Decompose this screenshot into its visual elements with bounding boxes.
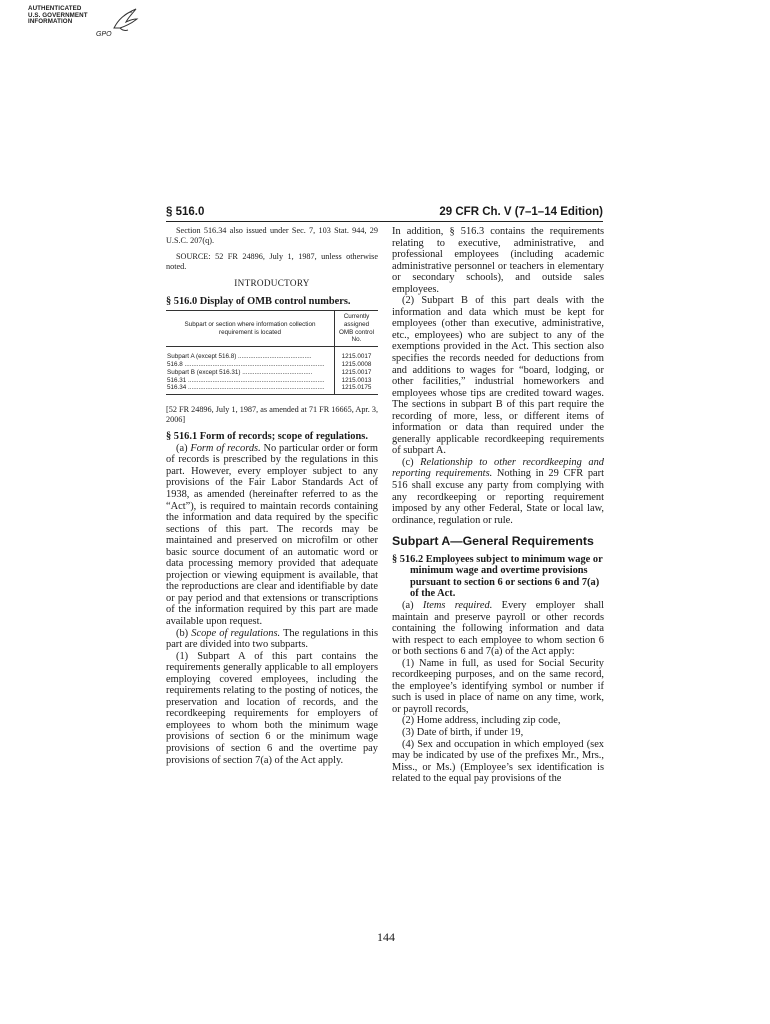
table-header-section: Subpart or section where information collection requirement is located	[166, 311, 335, 347]
table-cell-omb: 1215.0013	[341, 376, 372, 384]
table-row	[166, 361, 378, 369]
table-cell-section: Subpart B (except 516.31) ........................................	[166, 369, 335, 377]
paragraph-label: (b)	[176, 627, 192, 639]
table-cell-omb: 1215.0175	[335, 384, 379, 394]
paragraph-a-1: (1) Name in full, as used for Social Security recordkeeping purposes, and on the same record, the employee’s identifying symbol or number if such is used in place of name on any time, work, or payroll records,	[392, 657, 604, 715]
eagle-icon	[110, 6, 140, 34]
paragraph-b-scope	[166, 628, 378, 651]
right-column	[392, 226, 604, 785]
running-header	[166, 206, 603, 220]
paragraph-italic-title: Form of records.	[190, 442, 261, 454]
header-section: § 516.0	[166, 206, 205, 218]
logo-line-2: U.S. GOVERNMENT	[28, 11, 88, 19]
paragraph-italic-title: Items required.	[422, 599, 493, 611]
table-cell-section: 516.8 ................................................................................	[166, 361, 335, 369]
paragraph-a-items-required	[392, 600, 604, 658]
paragraph-a-3: (3) Date of birth, if under 19,	[402, 726, 524, 738]
subpart-a-heading: Subpart A—General Requirements	[392, 534, 594, 549]
paragraph-text: Every employer shall maintain and preserve payroll or other records containing the following information and data with respect to each employee to whom section 6 or both sections 6 and 7(a) of the Act apply:	[392, 599, 604, 658]
table-header-omb: Currently assigned OMB control No.	[335, 311, 379, 347]
table-cell-omb: 1215.0017	[341, 368, 372, 376]
table-amendment-note: [52 FR 24896, July 1, 1987, as amended at 71 FR 16665, Apr. 3, 2006]	[166, 405, 378, 425]
logo-line-1: AUTHENTICATED	[28, 5, 82, 12]
paragraph-a-4: (4) Sex and occupation in which employed (sex may be indicated by use of the prefixes Mr., Mrs., Miss., or Ms.) (Employee’s sex identification is related to the equal pay provisions of the	[392, 738, 604, 785]
paragraph-label: (a)	[176, 442, 191, 454]
table-row	[166, 347, 378, 361]
logo-text	[28, 6, 88, 26]
paragraph-a-form-of-records	[166, 443, 378, 628]
left-column	[166, 226, 378, 766]
paragraph-label: (c)	[402, 456, 421, 468]
header-title: 29 CFR Ch. V (7–1–14 Edition)	[439, 206, 603, 218]
paragraph-text: The regulations in this part are divided into two subparts.	[166, 627, 379, 651]
paragraph-italic-title: Scope of regulations.	[191, 627, 281, 639]
paragraph-text: Nothing in 29 CFR part 516 shall excuse any party from complying with any recordkeeping or reporting requirement imposed by any other Federal, State or local law, ordinance, regulation or rule.	[392, 468, 604, 526]
section-516-1-heading: § 516.1 Form of records; scope of regulations.	[166, 431, 368, 443]
table-cell-section: Subpart A (except 516.8) ..........................................	[166, 347, 335, 361]
table-cell-section: 516.31 ..............................................................................	[166, 377, 335, 385]
page-number: 144	[377, 930, 395, 944]
paragraph-b-2: (2) Subpart B of this part deals with the information and data which must be kept for employees (other than executive, administrative, etc., employees) who are subject to any of the exemptions provided in the Act. This section also specifies the records needed for deductions from and additions to wages for “board, lodging, or other facilities,” industrial homeworkers and employees whose tips are credited toward wages. The sections in subpart B of this part require the recording of more, less, or different items of information or data than required under the generally applicable recordkeeping requirements of subpart A.	[392, 295, 604, 457]
paragraph-italic-title: Relationship to other recordkeeping and reporting requirements.	[392, 456, 604, 480]
paragraph-b-1: (1) Subpart A of this part contains the requirements generally applicable to all employers employing covered employees, including the requirements relating to the posting of notices, the preservation and location of records, and the recordkeeping requirements for employers of employees to whom both the minimum wage provisions of section 6 or the minimum wage provisions of section 6 and the overtime pay provisions of section 7(a) of the Act apply.	[166, 650, 378, 766]
introductory-heading: INTRODUCTORY	[234, 278, 310, 288]
table-row	[166, 384, 378, 394]
table-cell-omb: 1215.0008	[341, 361, 372, 369]
gpo-authentication-logo	[28, 6, 148, 46]
paragraph-label: (a)	[402, 599, 423, 611]
logo-line-3: INFORMATION	[28, 18, 73, 26]
omb-control-table	[166, 310, 378, 395]
paragraph-continuation: In addition, § 516.3 contains the requirements relating to executive, administrative, and professional employees (including academic administrative personnel or teachers in elementary or secondary schools), and outside sales employees.	[392, 226, 604, 295]
header-rule	[166, 221, 603, 222]
section-516-0-heading: § 516.0 Display of OMB control numbers.	[166, 295, 351, 307]
table-row	[166, 369, 378, 377]
table-cell-section: 516.34 ..............................................................................	[166, 384, 335, 394]
paragraph-a-2: (2) Home address, including zip code,	[402, 715, 561, 727]
logo-gpo-text: GPO	[96, 31, 112, 38]
table-cell-omb: 1215.0017	[341, 353, 372, 361]
table-row	[166, 377, 378, 385]
paragraph-c-relationship	[392, 457, 604, 526]
authority-note: Section 516.34 also issued under Sec. 7, 103 Stat. 944, 29 U.S.C. 207(q).	[166, 226, 378, 245]
source-note: SOURCE: 52 FR 24896, July 1, 1987, unless otherwise noted.	[166, 252, 378, 271]
paragraph-text: No particular order or form of records is prescribed by the regulations in this part. However, every employer subject to any provisions of the Fair Labor Standards Act of 1938, as amended (hereinafter referred to as the “Act”), is required to maintain records containing the information and data required by the specific sections of this part. The records may be maintained and preserved on microfilm or other basic source document of an automatic word or data processing memory provided that adequate projection or viewing equipment is available, that the reproductions are clear and identifiable by date or pay period and that extensions or transcriptions of the information required by this part are made available upon request.	[166, 442, 378, 628]
section-516-2-heading: § 516.2 Employees subject to minimum wage or minimum wage and overtime provisions pursuant to section 6 or sections 6 and 7(a) of the Act.	[392, 553, 603, 600]
